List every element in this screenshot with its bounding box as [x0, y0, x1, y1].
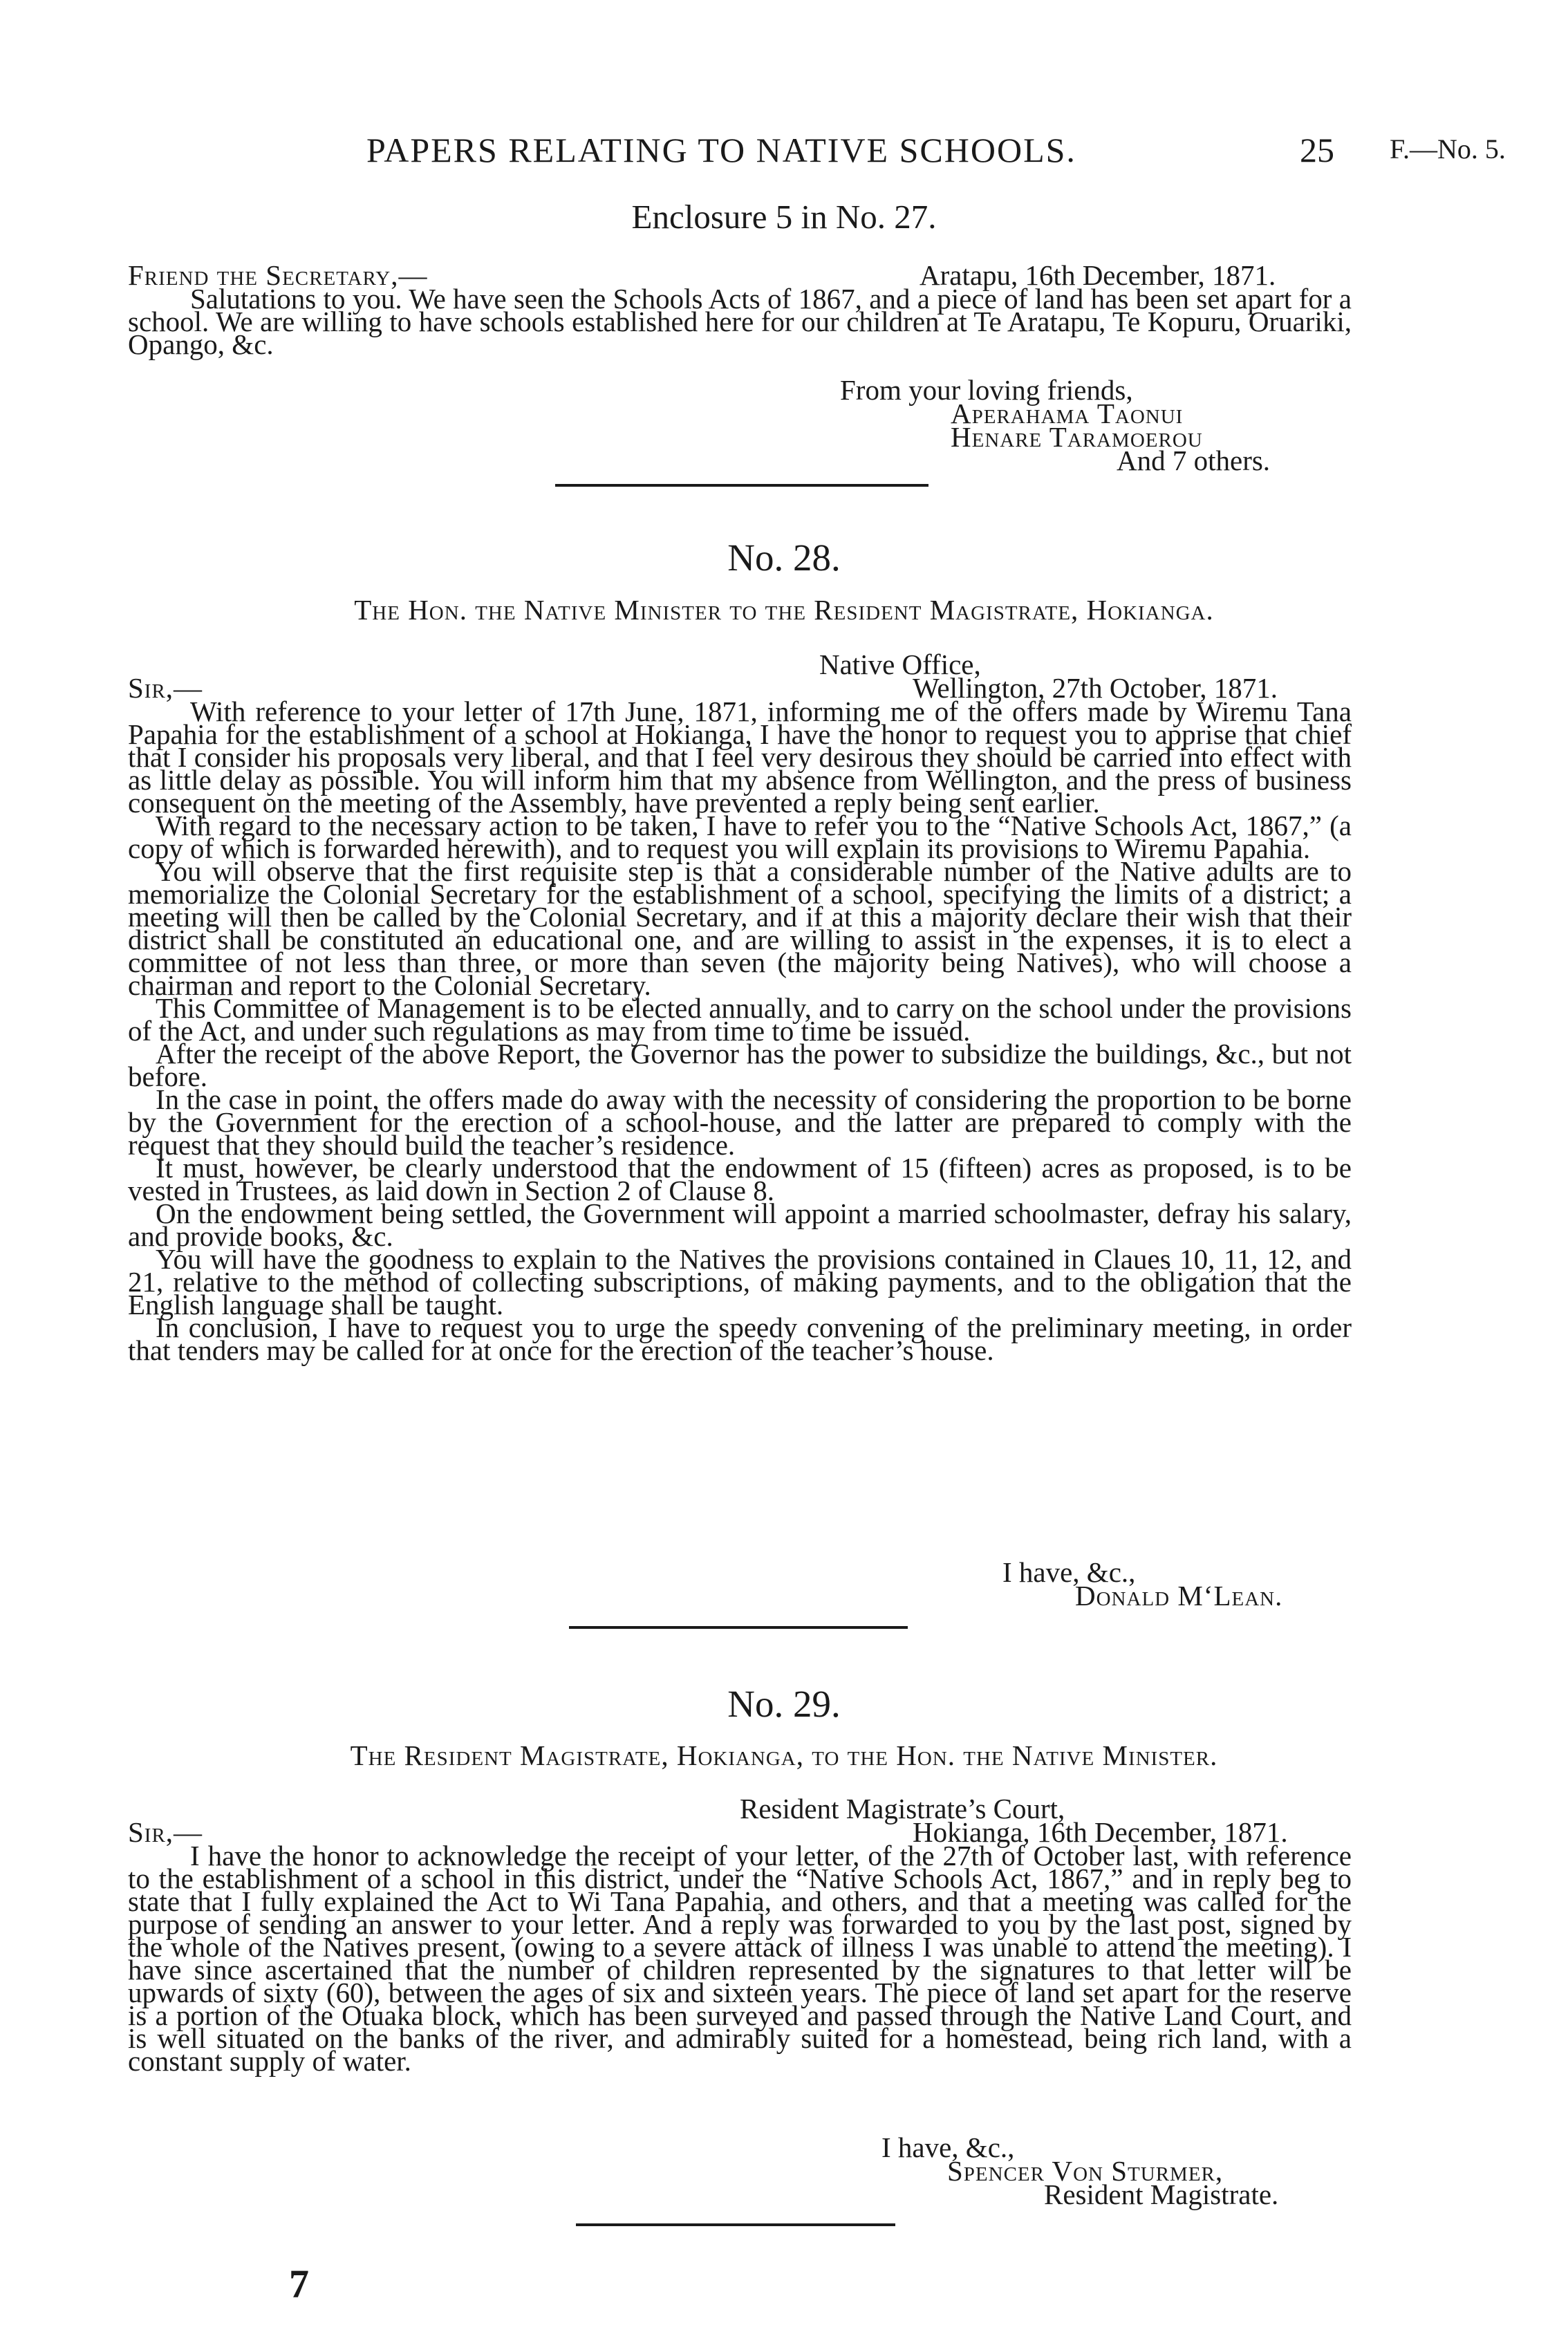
no28-paragraph-3: You will observe that the first requisite step is that a considerable number of the Native adults are to memorialize the Colonial Secretary for the establishment of a school, specifying the limits of a district; a meeting will then be called by the Colonial Secretary, and if at this a majority declare their wish that their district shall be constituted an educational one, and are willing to assist in the expenses, it is to elect a committee of not less than three, or more than seven (the majority being Natives), who will choose a chairman and report to the Colonial Secretary. — [128, 855, 1352, 1001]
no28-paragraph-5: After the receipt of the above Report, the Governor has the power to subsidize the buildings, &c., but not before. — [128, 1038, 1352, 1092]
running-header — [0, 130, 1568, 171]
no28-paragraph-9: You will have the goodness to explain to the Natives the provisions contained in Claues 10, 11, 12, and 21, relative to the method of collecting subscriptions, of making payments, and to the obligation that the English language shall be taught. — [128, 1243, 1352, 1320]
signature-mark: 7 — [289, 2261, 309, 2306]
no28-subtitle: The Hon. the Native Minister to the Resident Magistrate, Hokianga. — [354, 594, 1214, 626]
enclosure-signer-2: Henare Taramoerou — [951, 421, 1203, 453]
no28-office: Native Office, — [819, 648, 981, 680]
document-ref: F.—No. 5. — [1390, 133, 1506, 165]
no29-closing: I have, &c., — [881, 2131, 1015, 2163]
no28-letter-body — [128, 696, 1352, 1366]
no29-signer-title: Resident Magistrate. — [1044, 2178, 1279, 2210]
no29-letter-body: I have the honor to acknowledge the receipt of your letter, of the 27th of October last, with reference to the establishment of a school in this district, under the “Native Schools Act, 1867,” and in reply beg to state that I fully explained the Act to Wi Tana Papahia, and others, and that a meeting was called for the purpose of sending an answer to your letter. And a reply was forwarded to you by the last post, signed by the whole of the Natives present, (owing to a severe attack of illness I was unable to attend the meeting). I have since ascertained that the number of children represented by the signatures to that letter will be upwards of sixty (60), between the ages of six and sixteen years. The piece of land set apart for the reserve is a portion of the Otuaka block, which has been surveyed and passed through the Native Land Court, and is well situated on the banks of the river, and admirably suited for a homestead, being rich land, with a constant supply of water. — [128, 1840, 1352, 2077]
section-divider-3 — [576, 2223, 895, 2226]
no28-heading: No. 28. — [727, 536, 841, 579]
enclosure-place-date: Aratapu, 16th December, 1871. — [920, 259, 1276, 291]
no28-place-date: Wellington, 27th October, 1871. — [913, 672, 1278, 704]
no29-place-date: Hokianga, 16th December, 1871. — [913, 1816, 1288, 1848]
no28-paragraph-6: In the case in point, the offers made do away with the necessity of considering the proportion to be borne by the Government for the erection of a school-house, and the latter are prepared to comply with the request that they should build the teacher’s residence. — [128, 1083, 1352, 1161]
enclosure-closing: From your loving friends, — [840, 374, 1133, 406]
enclosure-title: Enclosure 5 in No. 27. — [631, 198, 937, 236]
header-title: PAPERS RELATING TO NATIVE SCHOOLS. — [366, 131, 1076, 169]
no28-salutation: Sir,— — [128, 672, 203, 704]
enclosure-body: Salutations to you. We have seen the Schools Acts of 1867, and a piece of land has been set apart for a school. We are willing to have schools established here for our children at Te Aratapu, Te Kopuru, Oruariki, Opango, &c. — [128, 283, 1352, 360]
no28-signer: Donald M‘Lean. — [1075, 1580, 1283, 1612]
enclosure-signer-3: And 7 others. — [1117, 445, 1271, 476]
no28-paragraph-1: With reference to your letter of 17th June, 1871, informing me of the offers made by Wiremu Tana Papahia for the establishment of a school at Hokianga, I have the honor to request you to apprise that chief that I consider his proposals very liberal, and that I feel very desirous they should be carried into effect with as little delay as possible. You will inform him that my absence from Wellington, and the press of business consequent on the meeting of the Assembly, have prevented a reply being sent earlier. — [128, 696, 1352, 819]
no28-paragraph-7: It must, however, be clearly understood that the endowment of 15 (fifteen) acres as proposed, is to be vested in Trustees, as laid down in Section 2 of Clause 8. — [128, 1152, 1352, 1206]
no28-closing: I have, &c., — [1002, 1556, 1136, 1588]
no28-paragraph-10: In conclusion, I have to request you to urge the speedy convening of the preliminary meeting, in order that tenders may be called for at once for the erection of the teacher’s house. — [128, 1312, 1352, 1366]
no29-heading: No. 29. — [727, 1683, 841, 1725]
no29-subtitle: The Resident Magistrate, Hokianga, to the Hon. the Native Minister. — [350, 1739, 1218, 1771]
enclosure-signer-1: Aperahama Taonui — [951, 398, 1184, 429]
no29-salutation: Sir,— — [128, 1816, 203, 1848]
no29-signer: Spencer Von Sturmer, — [947, 2155, 1224, 2187]
no28-paragraph-8: On the endowment being settled, the Government will appoint a married schoolmaster, defray his salary, and provide books, &c. — [128, 1197, 1352, 1252]
no28-paragraph-2: With regard to the necessary action to be taken, I have to refer you to the “Native Schools Act, 1867,” (a copy of which is forwarded herewith), and to request you will explain its provisions to Wiremu Papahia. — [128, 810, 1352, 864]
page-number: 25 — [1300, 131, 1334, 169]
section-divider-1 — [555, 484, 928, 487]
enclosure-salutation: Friend the Secretary,— — [128, 259, 428, 291]
section-divider-2 — [569, 1626, 908, 1629]
no28-paragraph-4: This Committee of Management is to be elected annually, and to carry on the school under the provisions of the Act, and under such regulations as may from time to time be issued. — [128, 992, 1352, 1047]
no29-office: Resident Magistrate’s Court, — [740, 1793, 1065, 1824]
